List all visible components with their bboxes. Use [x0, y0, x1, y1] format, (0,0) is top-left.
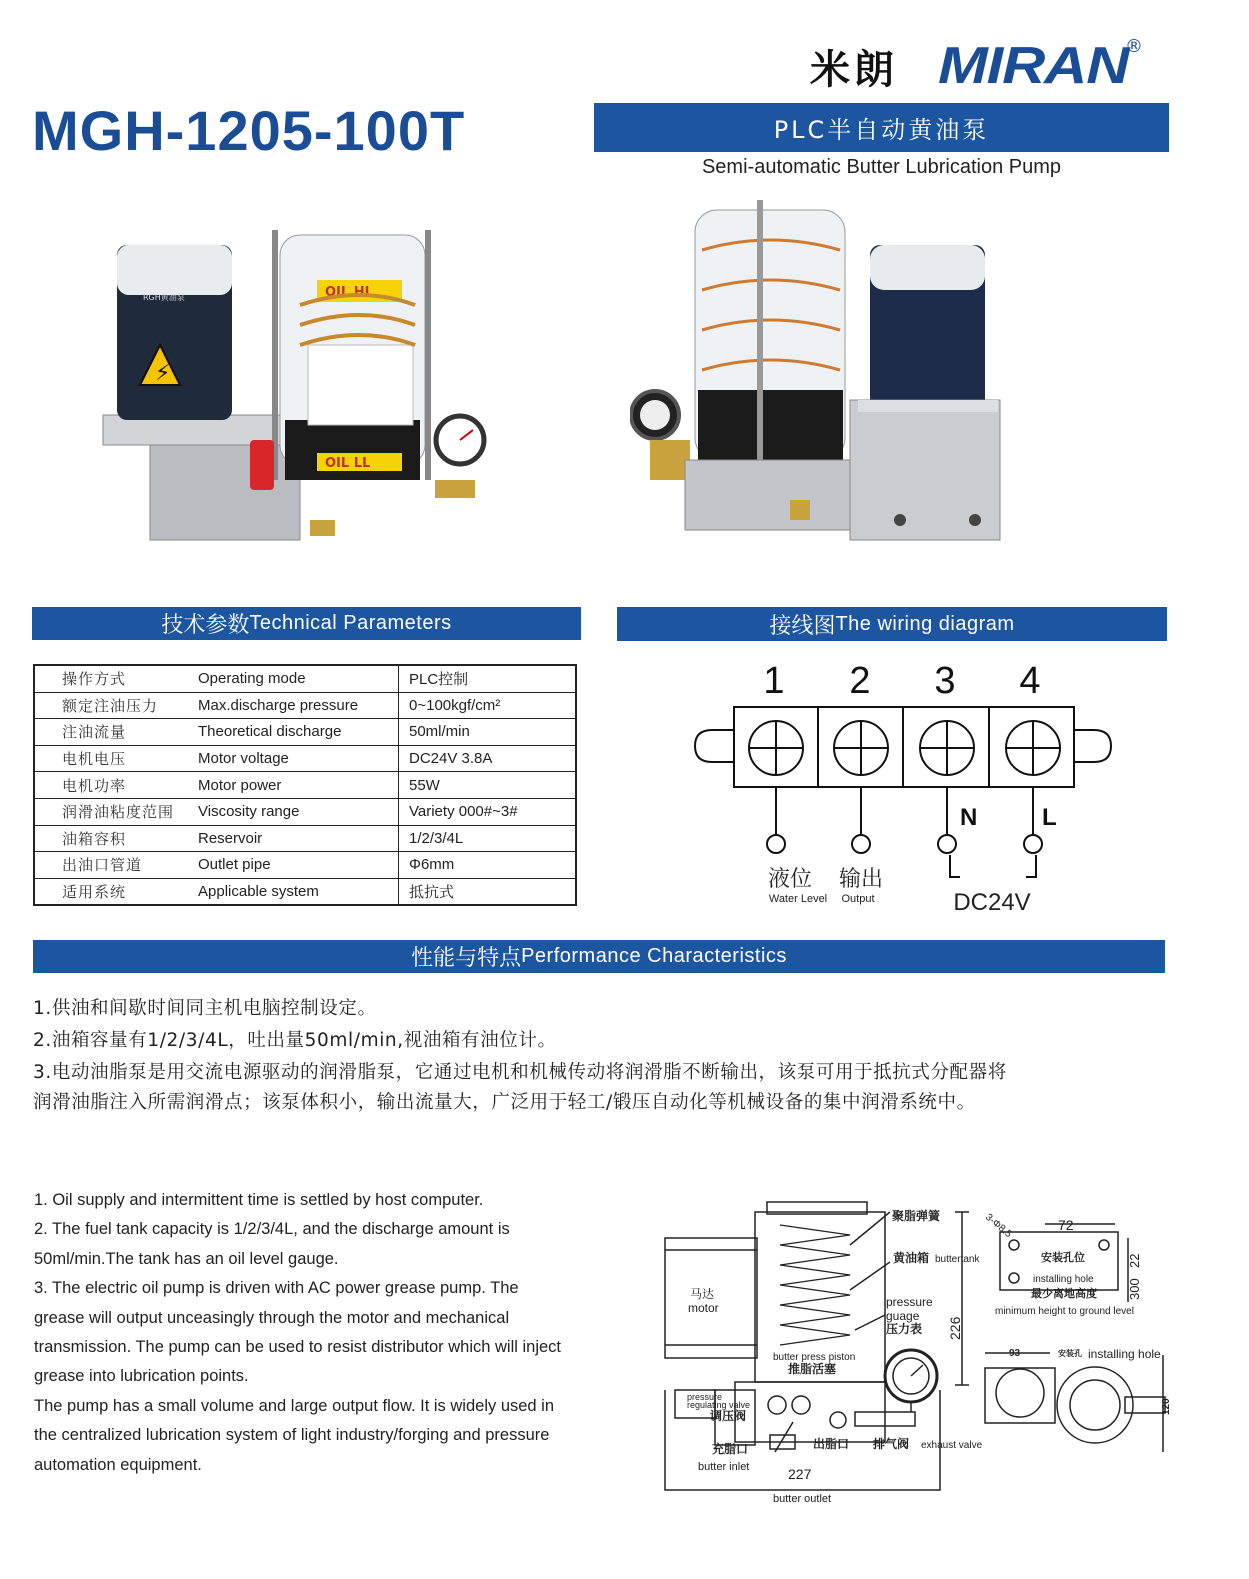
feature-en-line: the centralized lubrication system of light industry/forging and pressure	[34, 1426, 550, 1445]
gauge-label-en2: guage	[886, 1309, 920, 1323]
output-cn: 输出	[838, 867, 884, 892]
dim-22: 22	[1127, 1253, 1142, 1268]
spring-label: 聚脂弹簧	[892, 1209, 941, 1223]
feature-en-line: 1. Oil supply and intermittent time is settled by host computer.	[34, 1191, 484, 1209]
param-cn: 出油口管道	[34, 852, 195, 879]
feature-en-line: 3. The electric oil pump is driven with AC power grease pump. The	[34, 1279, 519, 1298]
terminal-number-2: 2	[849, 660, 871, 702]
min-height-cn: 最少离地高度	[1031, 1287, 1097, 1300]
param-value: 1/2/3/4L	[399, 825, 577, 852]
param-en: Max.discharge pressure	[195, 692, 399, 719]
inlet-label-en: butter inlet	[698, 1461, 750, 1473]
terminal-number-3: 3	[934, 660, 956, 702]
table-row	[34, 665, 576, 692]
n-label: N	[960, 804, 978, 831]
param-value: Φ6mm	[399, 852, 577, 879]
param-cn: 适用系统	[34, 878, 195, 905]
param-cn: 电机电压	[34, 745, 195, 772]
motor-label-cn: 马达	[690, 1287, 715, 1301]
wiring-diagram	[690, 655, 1120, 920]
brand-name-cn: 米朗	[810, 46, 898, 93]
table-row	[34, 745, 576, 772]
table-row	[34, 719, 576, 746]
regvalve-label-en1: pressure	[687, 1392, 723, 1402]
param-en: Motor power	[195, 772, 399, 799]
product-subtitle: Semi-automatic Butter Lubrication Pump	[701, 156, 1062, 178]
table-row	[34, 878, 576, 905]
param-value: 50ml/min	[399, 719, 577, 746]
hole-label-en: installing hole	[1033, 1274, 1094, 1285]
terminal-number-1: 1	[763, 660, 785, 702]
performance-title-cn: 性能与特点	[411, 946, 522, 971]
dimension-drawing	[655, 1190, 1185, 1510]
table-row	[34, 852, 576, 879]
pump-photo-right	[630, 200, 1020, 545]
registered-mark: ®	[1125, 36, 1143, 57]
param-en: Viscosity range	[195, 798, 399, 825]
param-value: DC24V 3.8A	[399, 745, 577, 772]
table-row	[34, 825, 576, 852]
dim-72: 72	[1058, 1217, 1074, 1233]
param-en: Outlet pipe	[195, 852, 399, 879]
feature-en-line: 2. The fuel tank capacity is 1/2/3/4L, and the discharge amount is	[34, 1220, 510, 1239]
feature-en-list	[34, 1186, 624, 1480]
exhaust-label-en: exhaust valve	[921, 1440, 983, 1451]
pump-photo-left	[95, 225, 495, 555]
param-cn: 额定注油压力	[34, 692, 195, 719]
hole2-label-cn: 安装孔	[1058, 1349, 1082, 1358]
voltage-label: DC24V	[953, 889, 1031, 916]
performance-header	[33, 940, 1165, 973]
feature-cn-3: 3.电动油脂泵是用交流电源驱动的润滑脂泵，它通过电机和机械传动将润滑脂不断输出，该泵可用于抵抗式分配器将	[33, 1062, 1007, 1083]
wiring-header	[617, 607, 1167, 641]
param-value: 0~100kgf/cm²	[399, 692, 577, 719]
product-title-cn: PLC半自动黄油泵	[773, 116, 990, 144]
performance-title-en: Performance Characteristics	[521, 945, 787, 967]
tech-params-table	[33, 664, 577, 906]
feature-en-line: automation equipment.	[34, 1455, 202, 1474]
tech-params-header	[32, 607, 581, 640]
param-value: PLC控制	[399, 665, 577, 692]
water-level-cn: 液位	[767, 867, 813, 892]
feature-en-line: transmission. The pump can be used to resist distributor which will inject	[34, 1338, 562, 1357]
wiring-title-en: The wiring diagram	[835, 612, 1015, 635]
param-cn: 注油流量	[34, 719, 195, 746]
feature-en-line: 50ml/min.The tank has an oil level gauge.	[34, 1249, 339, 1268]
svg-text:⚡: ⚡	[155, 361, 171, 386]
wiring-title-cn: 接线图	[769, 613, 836, 639]
param-value: Variety 000#~3#	[399, 798, 577, 825]
tank-label-cn: 黄油箱	[893, 1251, 930, 1265]
output-en: Output	[841, 893, 875, 905]
outlet-label-cn: 出脂口	[813, 1437, 850, 1451]
piston-label-en: butter press piston	[773, 1352, 856, 1363]
tech-title-cn: 技术参数	[161, 613, 250, 638]
table-row	[34, 798, 576, 825]
gauge-label-en1: pressure	[886, 1295, 933, 1309]
tank-label-en: buttertank	[935, 1254, 980, 1265]
product-title-bar	[594, 103, 1169, 152]
dim-227: 227	[788, 1466, 812, 1482]
outlet-label-en: butter outlet	[773, 1493, 832, 1505]
feature-en-line: The pump has a small volume and large output flow. It is widely used in	[34, 1396, 555, 1415]
param-cn: 润滑油粘度范围	[34, 798, 195, 825]
feature-cn-2: 2.油箱容量有1/2/3/4L，吐出量50ml/min,视油箱有油位计。	[33, 1030, 557, 1051]
regvalve-label-cn: 调压阀	[710, 1409, 747, 1423]
model-title: MGH-1205-100T	[32, 99, 466, 162]
motor-label: RGH黄油泵	[143, 293, 185, 302]
brand-logo: MIRAN	[938, 37, 1129, 95]
feature-en-line: grease will output unceasingly through the motor and mechanical	[34, 1308, 510, 1327]
table-row	[34, 772, 576, 799]
param-en: Applicable system	[195, 878, 399, 905]
param-en: Theoretical discharge	[195, 719, 399, 746]
param-value: 抵抗式	[399, 878, 577, 905]
param-en: Operating mode	[195, 665, 399, 692]
exhaust-label-cn: 排气阀	[873, 1437, 910, 1451]
dim-300: 300	[1127, 1278, 1142, 1300]
inlet-label-cn: 充脂口	[712, 1442, 749, 1456]
piston-label-cn: 推脂活塞	[788, 1362, 837, 1376]
feature-cn-3b: 润滑油脂注入所需润滑点；该泵体积小，输出流量大，广泛用于轻工/锻压自动化等机械设备的集中润滑系统中。	[33, 1092, 976, 1113]
hole-label-cn: 安装孔位	[1041, 1251, 1085, 1264]
tank-bottom-label: OIL LL	[325, 456, 371, 471]
dim-93: 93	[1009, 1348, 1021, 1359]
terminal-number-4: 4	[1019, 660, 1041, 702]
hole-spec: 3-Φ8.5	[983, 1211, 1014, 1241]
dim-226: 226	[947, 1316, 963, 1340]
param-cn: 操作方式	[34, 665, 195, 692]
table-row	[34, 692, 576, 719]
param-cn: 油箱容积	[34, 825, 195, 852]
tank-top-label: OIL HL	[325, 285, 373, 300]
water-level-en: Water Level	[768, 893, 828, 905]
tech-title-en: Technical Parameters	[249, 612, 452, 634]
feature-cn-1: 1.供油和间歇时间同主机电脑控制设定。	[33, 998, 377, 1019]
gauge-label-cn: 压力表	[886, 1322, 923, 1336]
dim-120: 120	[1161, 1398, 1172, 1415]
l-label: L	[1042, 804, 1057, 831]
motor-label-en: motor	[688, 1301, 719, 1315]
hole2-label-en: installing hole	[1088, 1347, 1161, 1361]
min-height-en: minimum height to ground level	[995, 1306, 1134, 1317]
feature-en-line: grease into lubrication points.	[34, 1367, 249, 1386]
param-en: Reservoir	[195, 825, 399, 852]
param-cn: 电机功率	[34, 772, 195, 799]
param-en: Motor voltage	[195, 745, 399, 772]
regvalve-label-en2: regulating valve	[687, 1400, 751, 1410]
param-value: 55W	[399, 772, 577, 799]
